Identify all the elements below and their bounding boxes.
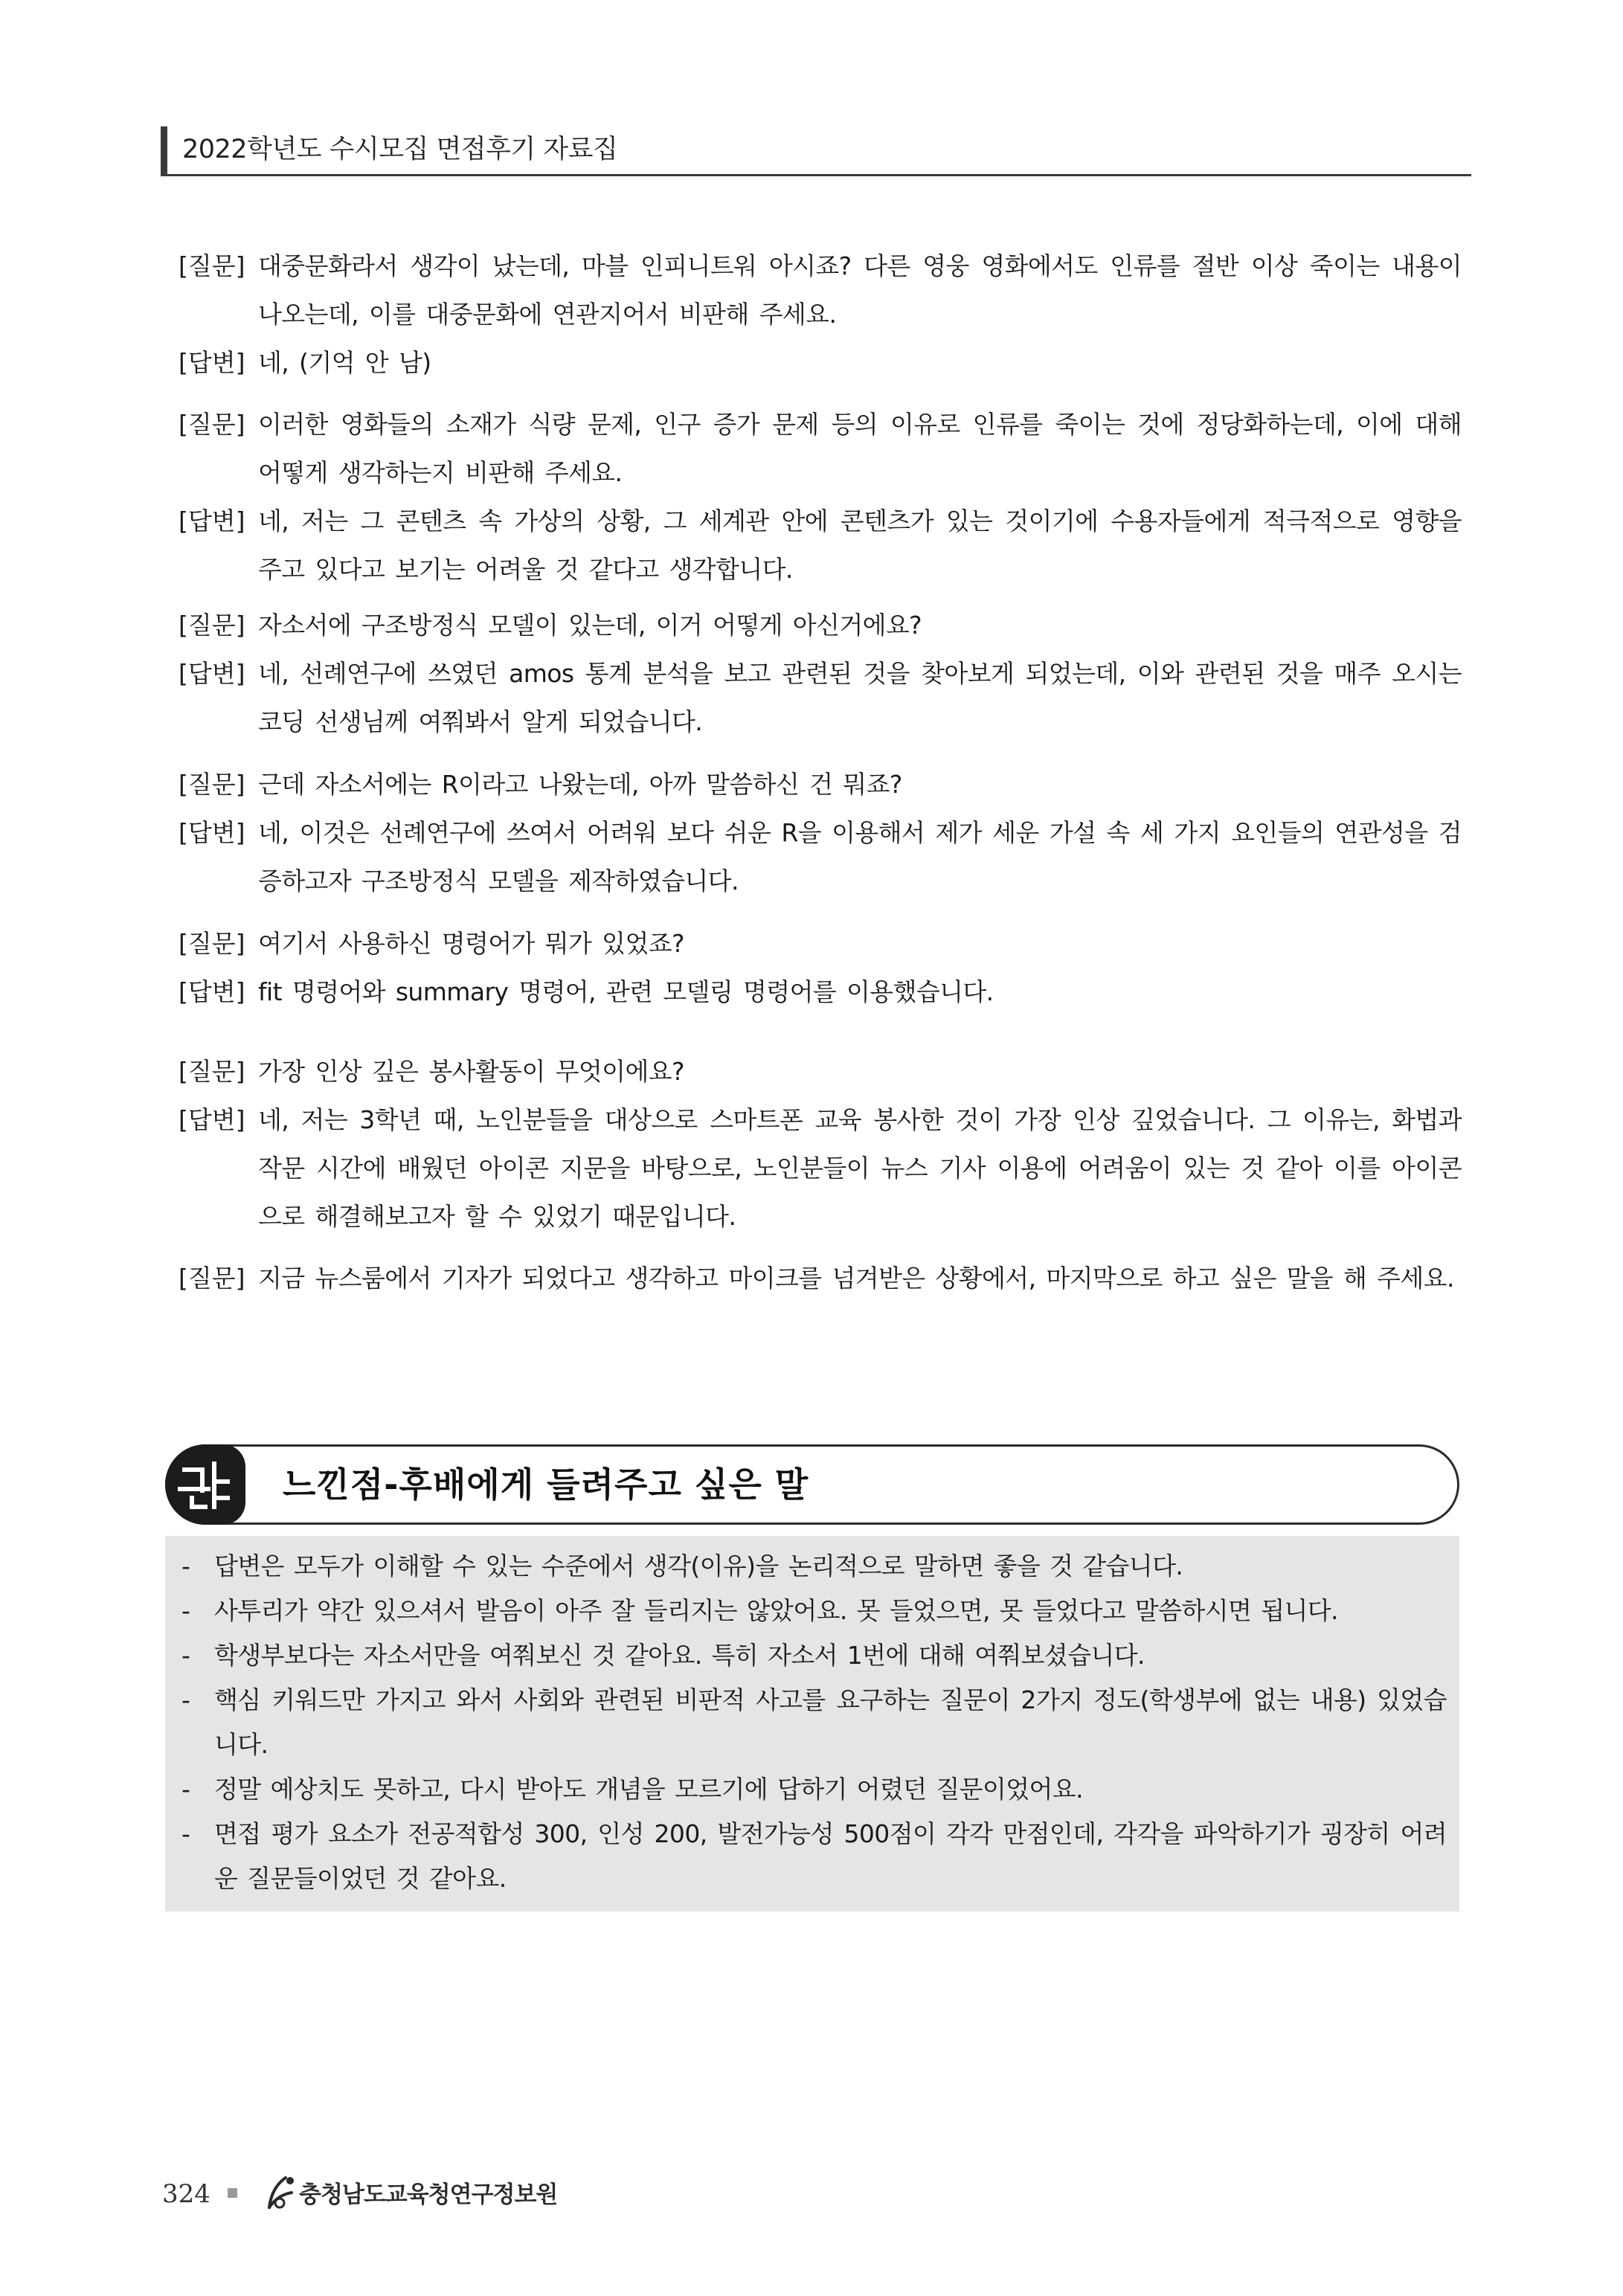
qa-answer bbox=[179, 808, 1462, 905]
qa-question bbox=[179, 760, 1462, 808]
qa-block bbox=[179, 1254, 1462, 1302]
answer-tag: [답변] bbox=[179, 507, 245, 536]
list-item: - 정말 예상치도 못하고, 다시 받아도 개념을 모르기에 답하기 어렸던 질문이었어요. bbox=[181, 1775, 1083, 1804]
answer-text: 네, (기억 안 남) bbox=[258, 348, 431, 377]
qa-question bbox=[179, 1254, 1462, 1302]
answer-text: 네, 저는 3학년 때, 노인분들을 대상으로 스마트폰 교육 봉사한 것이 가장 인상 깊었습니다. 그 이유는, 화법과 작문 시간에 배웠던 아이콘 지문을 바탕으로, 노인분들이 뉴스 기사 이용에 어려움이 있는 것 같아 이를 아이콘으로 해결해보고자 할 수 있었기 때문입니다. bbox=[258, 1105, 1462, 1231]
answer-tag: [답변] bbox=[179, 348, 245, 377]
question-tag: [질문] bbox=[179, 770, 245, 799]
question-tag: [질문] bbox=[179, 1264, 245, 1293]
list-item: - 사투리가 약간 있으셔서 발음이 아주 잘 들리지는 않았어요. 못 들었으면, 못 들었다고 말씀하시면 됩니다. bbox=[181, 1596, 1338, 1625]
list-item: - 핵심 키워드만 가지고 와서 사회와 관련된 비판적 사고를 요구하는 질문이 2가지 정도(학생부에 없는 내용) 있었습니다. bbox=[181, 1685, 1447, 1759]
list-item-text: 답변은 모두가 이해할 수 있는 수준에서 생각(이유)을 논리적으로 말하면 좋을 것 같습니다. bbox=[214, 1551, 1183, 1580]
qa-question bbox=[179, 601, 1462, 649]
qa-answer bbox=[179, 968, 1462, 1016]
qa-answer bbox=[179, 649, 1462, 746]
organization-logo-icon bbox=[260, 2172, 299, 2216]
list-item-text: 사투리가 약간 있으셔서 발음이 아주 잘 들리지는 않았어요. 못 들었으면, 못 들었다고 말씀하시면 됩니다. bbox=[214, 1596, 1338, 1625]
page-header-title: 2022학년도 수시모집 면접후기 자료집 bbox=[182, 135, 618, 164]
header-accent-bar bbox=[161, 126, 167, 176]
question-text: 이러한 영화들의 소재가 식량 문제, 인구 증가 문제 등의 이유로 인류를 죽이는 것에 정당화하는데, 이에 대해 어떻게 생각하는지 비판해 주세요. bbox=[258, 410, 1462, 487]
qa-block bbox=[179, 919, 1462, 1016]
question-text: 가장 인상 깊은 봉사활동이 무엇이에요? bbox=[258, 1057, 684, 1086]
section-badge-glyph bbox=[165, 1444, 245, 1525]
list-item: - 답변은 모두가 이해할 수 있는 수준에서 생각(이유)을 논리적으로 말하면 좋을 것 같습니다. bbox=[181, 1551, 1183, 1580]
list-item: - 면접 평가 요소가 전공적합성 300, 인성 200, 발전가능성 500점이 각각 만점인데, 각각을 파악하기가 굉장히 어려운 질문들이었던 것 같아요. bbox=[181, 1819, 1447, 1893]
answer-tag: [답변] bbox=[179, 818, 245, 847]
question-text: 자소서에 구조방정식 모델이 있는데, 이거 어떻게 아신거에요? bbox=[258, 611, 922, 640]
section-title: 느낀점-후배에게 들려주고 싶은 말 bbox=[283, 1464, 809, 1505]
qa-block bbox=[179, 400, 1462, 594]
answer-tag: [답변] bbox=[179, 977, 245, 1006]
list-item: - 학생부보다는 자소서만을 여쭤보신 것 같아요. 특히 자소서 1번에 대해 여쭤보셨습니다. bbox=[181, 1641, 1145, 1670]
question-tag: [질문] bbox=[179, 1057, 245, 1086]
answer-text: 네, 선례연구에 쓰였던 amos 통계 분석을 보고 관련된 것을 찾아보게 되었는데, 이와 관련된 것을 매주 오시는 코딩 선생님께 여쭤봐서 알게 되었습니다. bbox=[258, 659, 1462, 736]
answer-text: 네, 이것은 선례연구에 쓰여서 어려워 보다 쉬운 R을 이용해서 제가 세운 가설 속 세 가지 요인들의 연관성을 검증하고자 구조방정식 모델을 제작하였습니다. bbox=[258, 818, 1462, 895]
question-text: 여기서 사용하신 명령어가 뭐가 있었죠? bbox=[258, 929, 684, 958]
qa-block bbox=[179, 601, 1462, 746]
qa-question bbox=[179, 242, 1462, 338]
qa-answer bbox=[179, 497, 1462, 594]
question-tag: [질문] bbox=[179, 251, 245, 280]
question-text: 지금 뉴스룸에서 기자가 되었다고 생각하고 마이크를 넘겨받은 상황에서, 마지막으로 하고 싶은 말을 해 주세요. bbox=[258, 1264, 1454, 1293]
footer-separator bbox=[228, 2188, 237, 2198]
qa-block bbox=[179, 242, 1462, 387]
qa-block bbox=[179, 760, 1462, 905]
section-badge-icon bbox=[165, 1444, 245, 1525]
answer-tag: [답변] bbox=[179, 659, 245, 688]
answer-tag: [답변] bbox=[179, 1105, 245, 1134]
answer-text: fit 명령어와 summary 명령어, 관련 모델링 명령어를 이용했습니다. bbox=[258, 977, 994, 1006]
question-text: 대중문화라서 생각이 났는데, 마블 인피니트워 아시죠? 다른 영웅 영화에서도 인류를 절반 이상 죽이는 내용이 나오는데, 이를 대중문화에 연관지어서 비판해 주세요. bbox=[258, 251, 1462, 329]
question-tag: [질문] bbox=[179, 929, 245, 958]
list-item-text: 면접 평가 요소가 전공적합성 300, 인성 200, 발전가능성 500점이 각각 만점인데, 각각을 파악하기가 굉장히 어려운 질문들이었던 것 같아요. bbox=[214, 1819, 1447, 1893]
question-text: 근데 자소서에는 R이라고 나왔는데, 아까 말씀하신 건 뭐죠? bbox=[258, 770, 902, 799]
list-item-text: 학생부보다는 자소서만을 여쭤보신 것 같아요. 특히 자소서 1번에 대해 여쭤보셨습니다. bbox=[214, 1641, 1145, 1670]
question-tag: [질문] bbox=[179, 410, 245, 439]
qa-question bbox=[179, 400, 1462, 497]
list-item-text: 핵심 키워드만 가지고 와서 사회와 관련된 비판적 사고를 요구하는 질문이 2가지 정도(학생부에 없는 내용) 있었습니다. bbox=[214, 1685, 1447, 1759]
question-tag: [질문] bbox=[179, 611, 245, 640]
qa-answer bbox=[179, 338, 1462, 387]
page-number: 324 bbox=[162, 2179, 210, 2209]
answer-text: 네, 저는 그 콘텐츠 속 가상의 상황, 그 세계관 안에 콘텐츠가 있는 것이기에 수용자들에게 적극적으로 영향을 주고 있다고 보기는 어려울 것 같다고 생각합니다. bbox=[258, 507, 1462, 584]
qa-question bbox=[179, 1047, 1462, 1096]
impressions-list bbox=[179, 1544, 1447, 1901]
header-divider bbox=[161, 174, 1471, 176]
organization-name: 충청남도교육청연구정보원 bbox=[299, 2181, 558, 2208]
qa-block bbox=[179, 1047, 1462, 1241]
list-item-text: 정말 예상치도 못하고, 다시 받아도 개념을 모르기에 답하기 어렸던 질문이었어요. bbox=[214, 1775, 1083, 1804]
qa-answer bbox=[179, 1096, 1462, 1241]
qa-question bbox=[179, 919, 1462, 968]
